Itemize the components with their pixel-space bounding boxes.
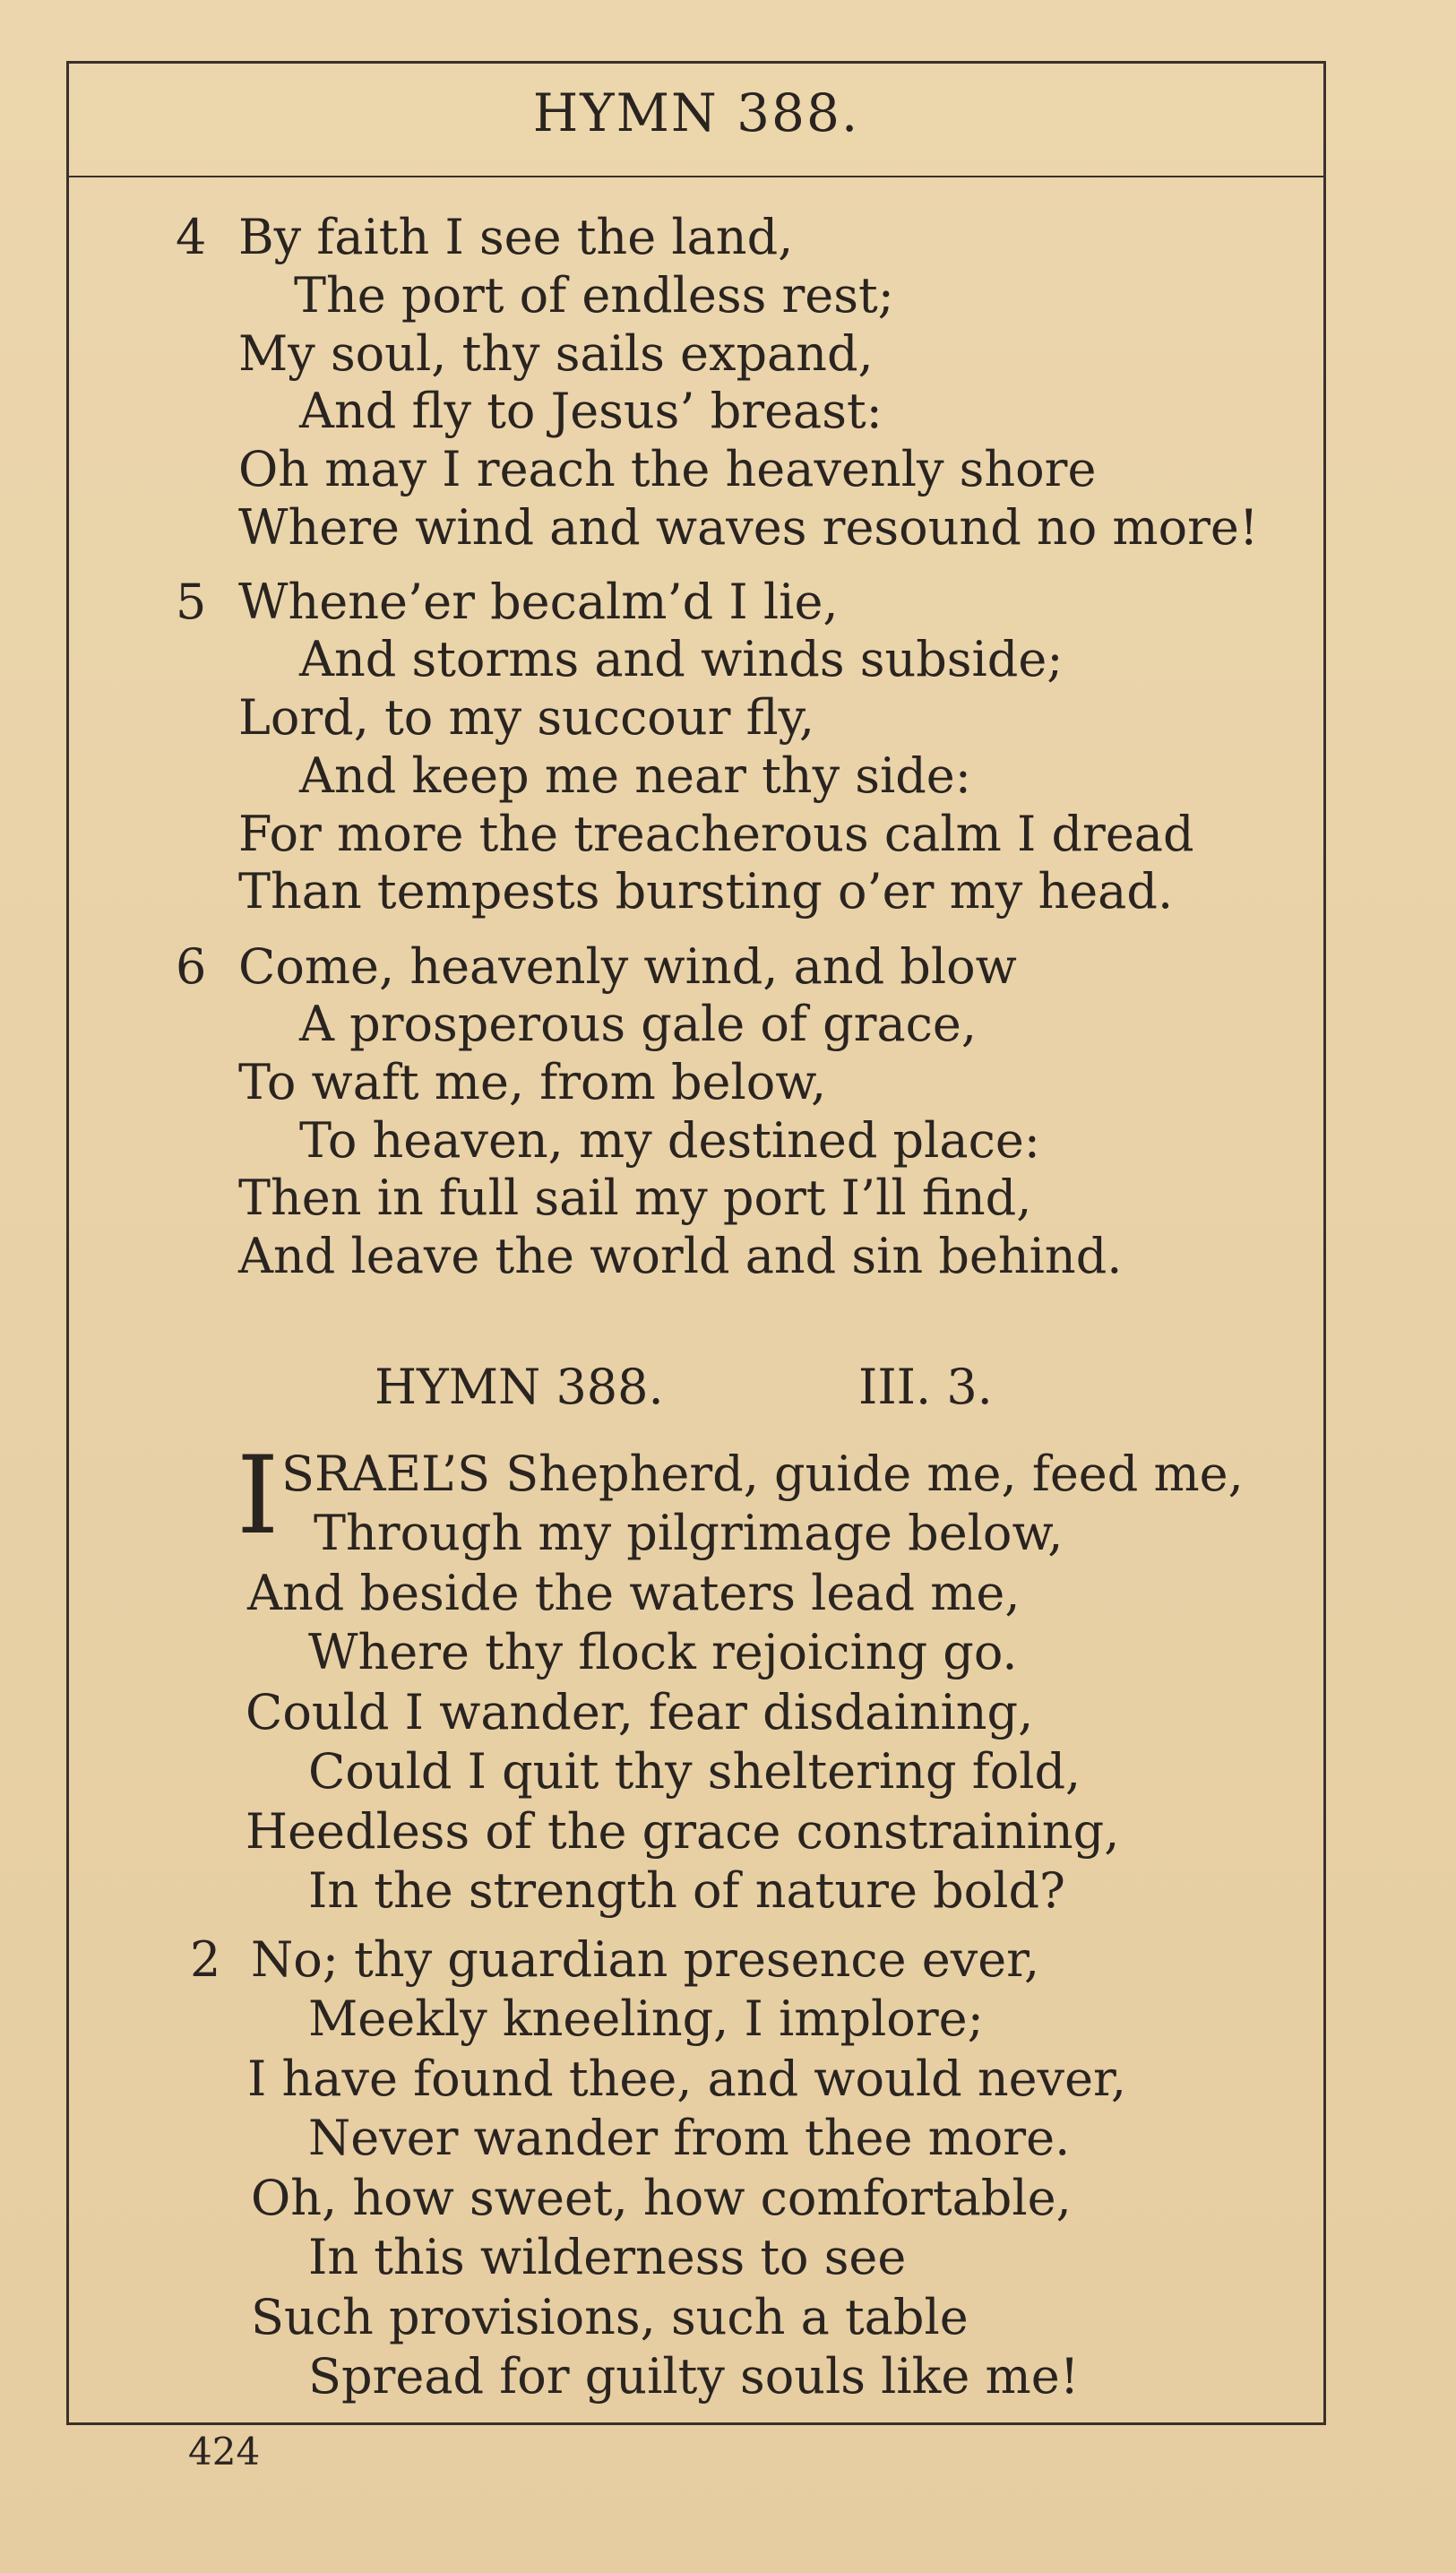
verse-line: And beside the waters lead me, — [247, 1565, 1021, 1621]
verse-line: And keep me near thy side: — [299, 747, 971, 804]
verse-line: No; thy guardian presence ever, — [251, 1931, 1040, 1988]
verse-line: Such provisions, such a table — [251, 2289, 969, 2345]
stanza-number: 4 — [176, 209, 207, 265]
verse-line: To heaven, my destined place: — [299, 1112, 1040, 1169]
verse-line: Meekly kneeling, I implore; — [308, 1990, 984, 2047]
verse-line: SRAEL’S Shepherd, guide me, feed me, — [281, 1446, 1244, 1502]
verse-line: Through my pilgrimage below, — [314, 1505, 1064, 1561]
verse-line: By faith I see the land, — [238, 209, 794, 265]
verse-line: And leave the world and sin behind. — [238, 1228, 1123, 1284]
drop-cap: I — [237, 1434, 280, 1558]
verse-line: The port of endless rest; — [294, 267, 894, 324]
verse-line: Where thy flock rejoicing go. — [308, 1624, 1018, 1680]
verse-line: Never wander from thee more. — [308, 2110, 1071, 2166]
stanza-number: 2 — [190, 1931, 221, 1988]
running-head: HYMN 388. — [532, 82, 860, 143]
verse-line: Whene’er becalm’d I lie, — [238, 574, 839, 630]
verse-line: To waft me, from below, — [238, 1054, 827, 1110]
verse-line: Heedless of the grace constraining, — [246, 1803, 1120, 1860]
verse-line: In the strength of nature bold? — [308, 1862, 1065, 1919]
hymn-meter: III. 3. — [858, 1359, 993, 1415]
verse-line: In this wilderness to see — [308, 2229, 907, 2285]
verse-line: Where wind and waves resound no more! — [238, 499, 1259, 556]
verse-line: My soul, thy sails expand, — [238, 325, 874, 382]
stanza-number: 6 — [176, 938, 207, 995]
verse-line: Oh, how sweet, how comfortable, — [251, 2170, 1072, 2226]
verse-line: Could I wander, fear disdaining, — [246, 1684, 1034, 1740]
verse-line: Could I quit thy sheltering fold, — [308, 1743, 1081, 1800]
verse-line: A prosperous gale of grace, — [299, 996, 978, 1052]
verse-line: Come, heavenly wind, and blow — [238, 938, 1017, 995]
verse-line: Spread for guilty souls like me! — [308, 2348, 1080, 2405]
verse-line: I have found thee, and would never, — [247, 2051, 1127, 2107]
verse-line: Oh may I reach the heavenly shore — [238, 441, 1097, 497]
verse-line: And storms and winds subside; — [299, 631, 1064, 687]
verse-line: Than tempests bursting o’er my head. — [238, 863, 1174, 920]
page-number: 424 — [188, 2430, 261, 2474]
stanza-number: 5 — [176, 574, 207, 630]
verse-line: Lord, to my succour fly, — [238, 689, 815, 746]
verse-line: For more the treacherous calm I dread — [238, 806, 1194, 862]
verse-line: And fly to Jesus’ breast: — [299, 383, 883, 439]
verse-line: Then in full sail my port I’ll find, — [238, 1170, 1032, 1226]
header-rule — [66, 176, 1326, 177]
hymn-title: HYMN 388. — [375, 1359, 664, 1415]
